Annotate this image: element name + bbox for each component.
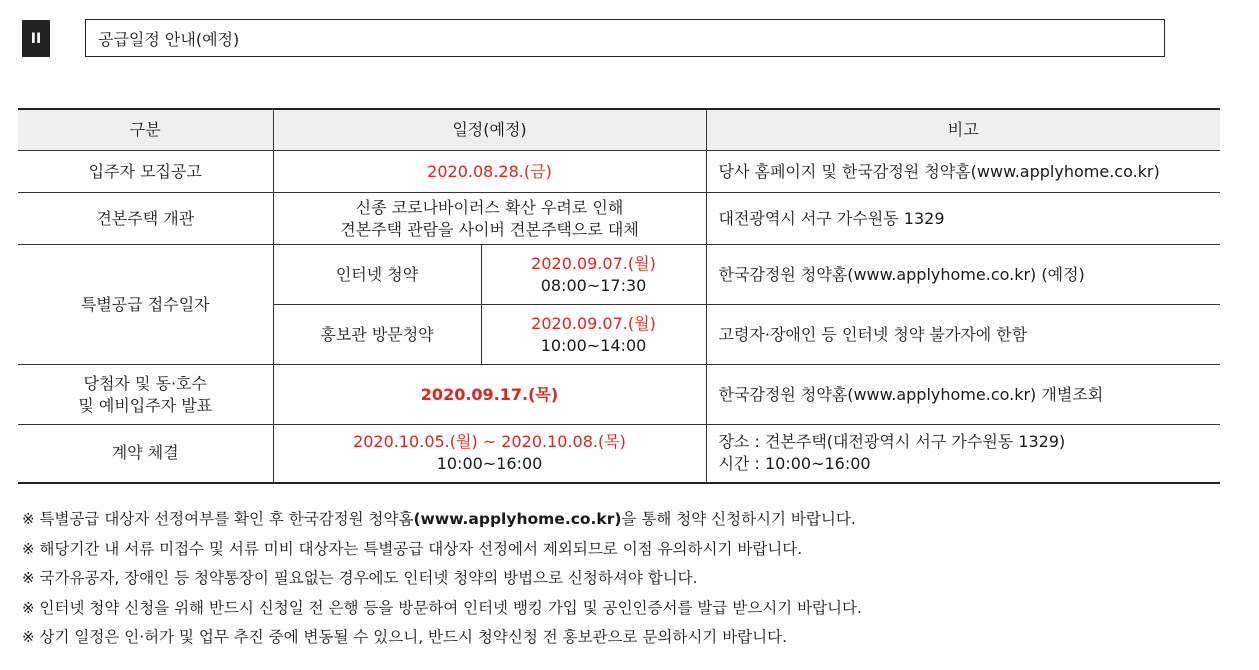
schedule-line: 신종 코로나바이러스 확산 우려로 인해 <box>355 197 624 217</box>
label-line: 당첨자 및 동·호수 <box>83 373 207 393</box>
table-row <box>18 365 1220 425</box>
schedule-text <box>273 193 706 245</box>
schedule-date: 2020.09.17.(목) <box>273 365 706 425</box>
row-label: 계약 체결 <box>18 425 273 483</box>
table-header-row <box>18 109 1220 151</box>
header-category: 구분 <box>18 109 273 151</box>
note-item <box>22 535 1242 565</box>
table-row <box>18 151 1220 193</box>
method-label: 홍보관 방문청약 <box>273 305 481 365</box>
note-text: 상기 일정은 인·허가 및 업무 추진 중에 변동될 수 있으니, 반드시 청약신청 전 홍보관으로 문의하시기 바랍니다. <box>39 628 788 646</box>
schedule-time: 10:00~14:00 <box>540 335 647 355</box>
note-text: 을 통해 청약 신청하시기 바랍니다. <box>621 510 856 528</box>
schedule-time: 08:00~17:30 <box>540 275 647 295</box>
supply-schedule-table <box>18 108 1220 484</box>
note-text: 특별공급 대상자 선정여부를 확인 후 한국감정원 청약홈 <box>39 510 414 528</box>
notes-list <box>22 505 1242 653</box>
note-text: 인터넷 청약 신청을 위해 반드시 신청일 전 은행 등을 방문하여 인터넷 뱅킹 가입 및 공인인증서를 발급 받으시기 바랍니다. <box>39 598 862 617</box>
method-label: 인터넷 청약 <box>273 245 481 305</box>
row-note: 고령자·장애인 등 인터넷 청약 불가자에 한함 <box>706 305 1220 365</box>
label-line: 및 예비입주자 발표 <box>78 395 213 415</box>
row-label: 특별공급 접수일자 <box>18 245 273 365</box>
note-text: 국가유공자, 장애인 등 청약통장이 필요없는 경우에도 인터넷 청약의 방법으로 신청하셔야 합니다. <box>39 569 698 587</box>
schedule-datetime <box>481 245 706 305</box>
reference-mark-icon: ※ <box>22 539 35 558</box>
note-item <box>22 623 1242 653</box>
schedule-datetime <box>481 305 706 365</box>
row-note: 당사 홈페이지 및 한국감정원 청약홈(www.applyhome.co.kr) <box>706 151 1220 193</box>
reference-mark-icon: ※ <box>22 628 35 646</box>
row-note <box>706 425 1220 483</box>
reference-mark-icon: ※ <box>22 510 35 528</box>
note-item <box>22 564 1242 594</box>
header-schedule: 일정(예정) <box>273 109 706 151</box>
table-row <box>18 245 1220 305</box>
note-item <box>22 505 1242 535</box>
note-line: 장소 : 견본주택(대전광역시 서구 가수원동 1329) <box>718 432 1066 452</box>
reference-mark-icon: ※ <box>22 598 35 617</box>
schedule-date: 2020.10.05.(월) ~ 2020.10.08.(목) <box>353 432 626 452</box>
row-label: 입주자 모집공고 <box>18 151 273 193</box>
schedule-date: 2020.09.07.(월) <box>531 313 656 333</box>
row-label <box>18 365 273 425</box>
section-title: 공급일정 안내(예정) <box>85 19 1165 57</box>
table-row <box>18 425 1220 483</box>
row-note: 한국감정원 청약홈(www.applyhome.co.kr) 개별조회 <box>706 365 1220 425</box>
section-number-badge: II <box>22 20 50 57</box>
schedule-datetime <box>273 425 706 483</box>
table-row <box>18 193 1220 245</box>
note-item <box>22 594 1242 624</box>
schedule-line: 견본주택 관람을 사이버 견본주택으로 대체 <box>340 219 639 239</box>
schedule-date: 2020.08.28.(금) <box>273 151 706 193</box>
row-note: 한국감정원 청약홈(www.applyhome.co.kr) (예정) <box>706 245 1220 305</box>
note-text: 해당기간 내 서류 미접수 및 서류 미비 대상자는 특별공급 대상자 선정에서 제외되므로 이점 유의하시기 바랍니다. <box>39 539 803 558</box>
row-note: 대전광역시 서구 가수원동 1329 <box>706 193 1220 245</box>
header-remarks: 비고 <box>706 109 1220 151</box>
schedule-time: 10:00~16:00 <box>436 454 543 474</box>
row-label: 견본주택 개관 <box>18 193 273 245</box>
note-line: 시간 : 10:00~16:00 <box>718 454 871 474</box>
reference-mark-icon: ※ <box>22 569 35 587</box>
note-url: (www.applyhome.co.kr) <box>413 510 622 528</box>
schedule-date: 2020.09.07.(월) <box>531 253 656 273</box>
